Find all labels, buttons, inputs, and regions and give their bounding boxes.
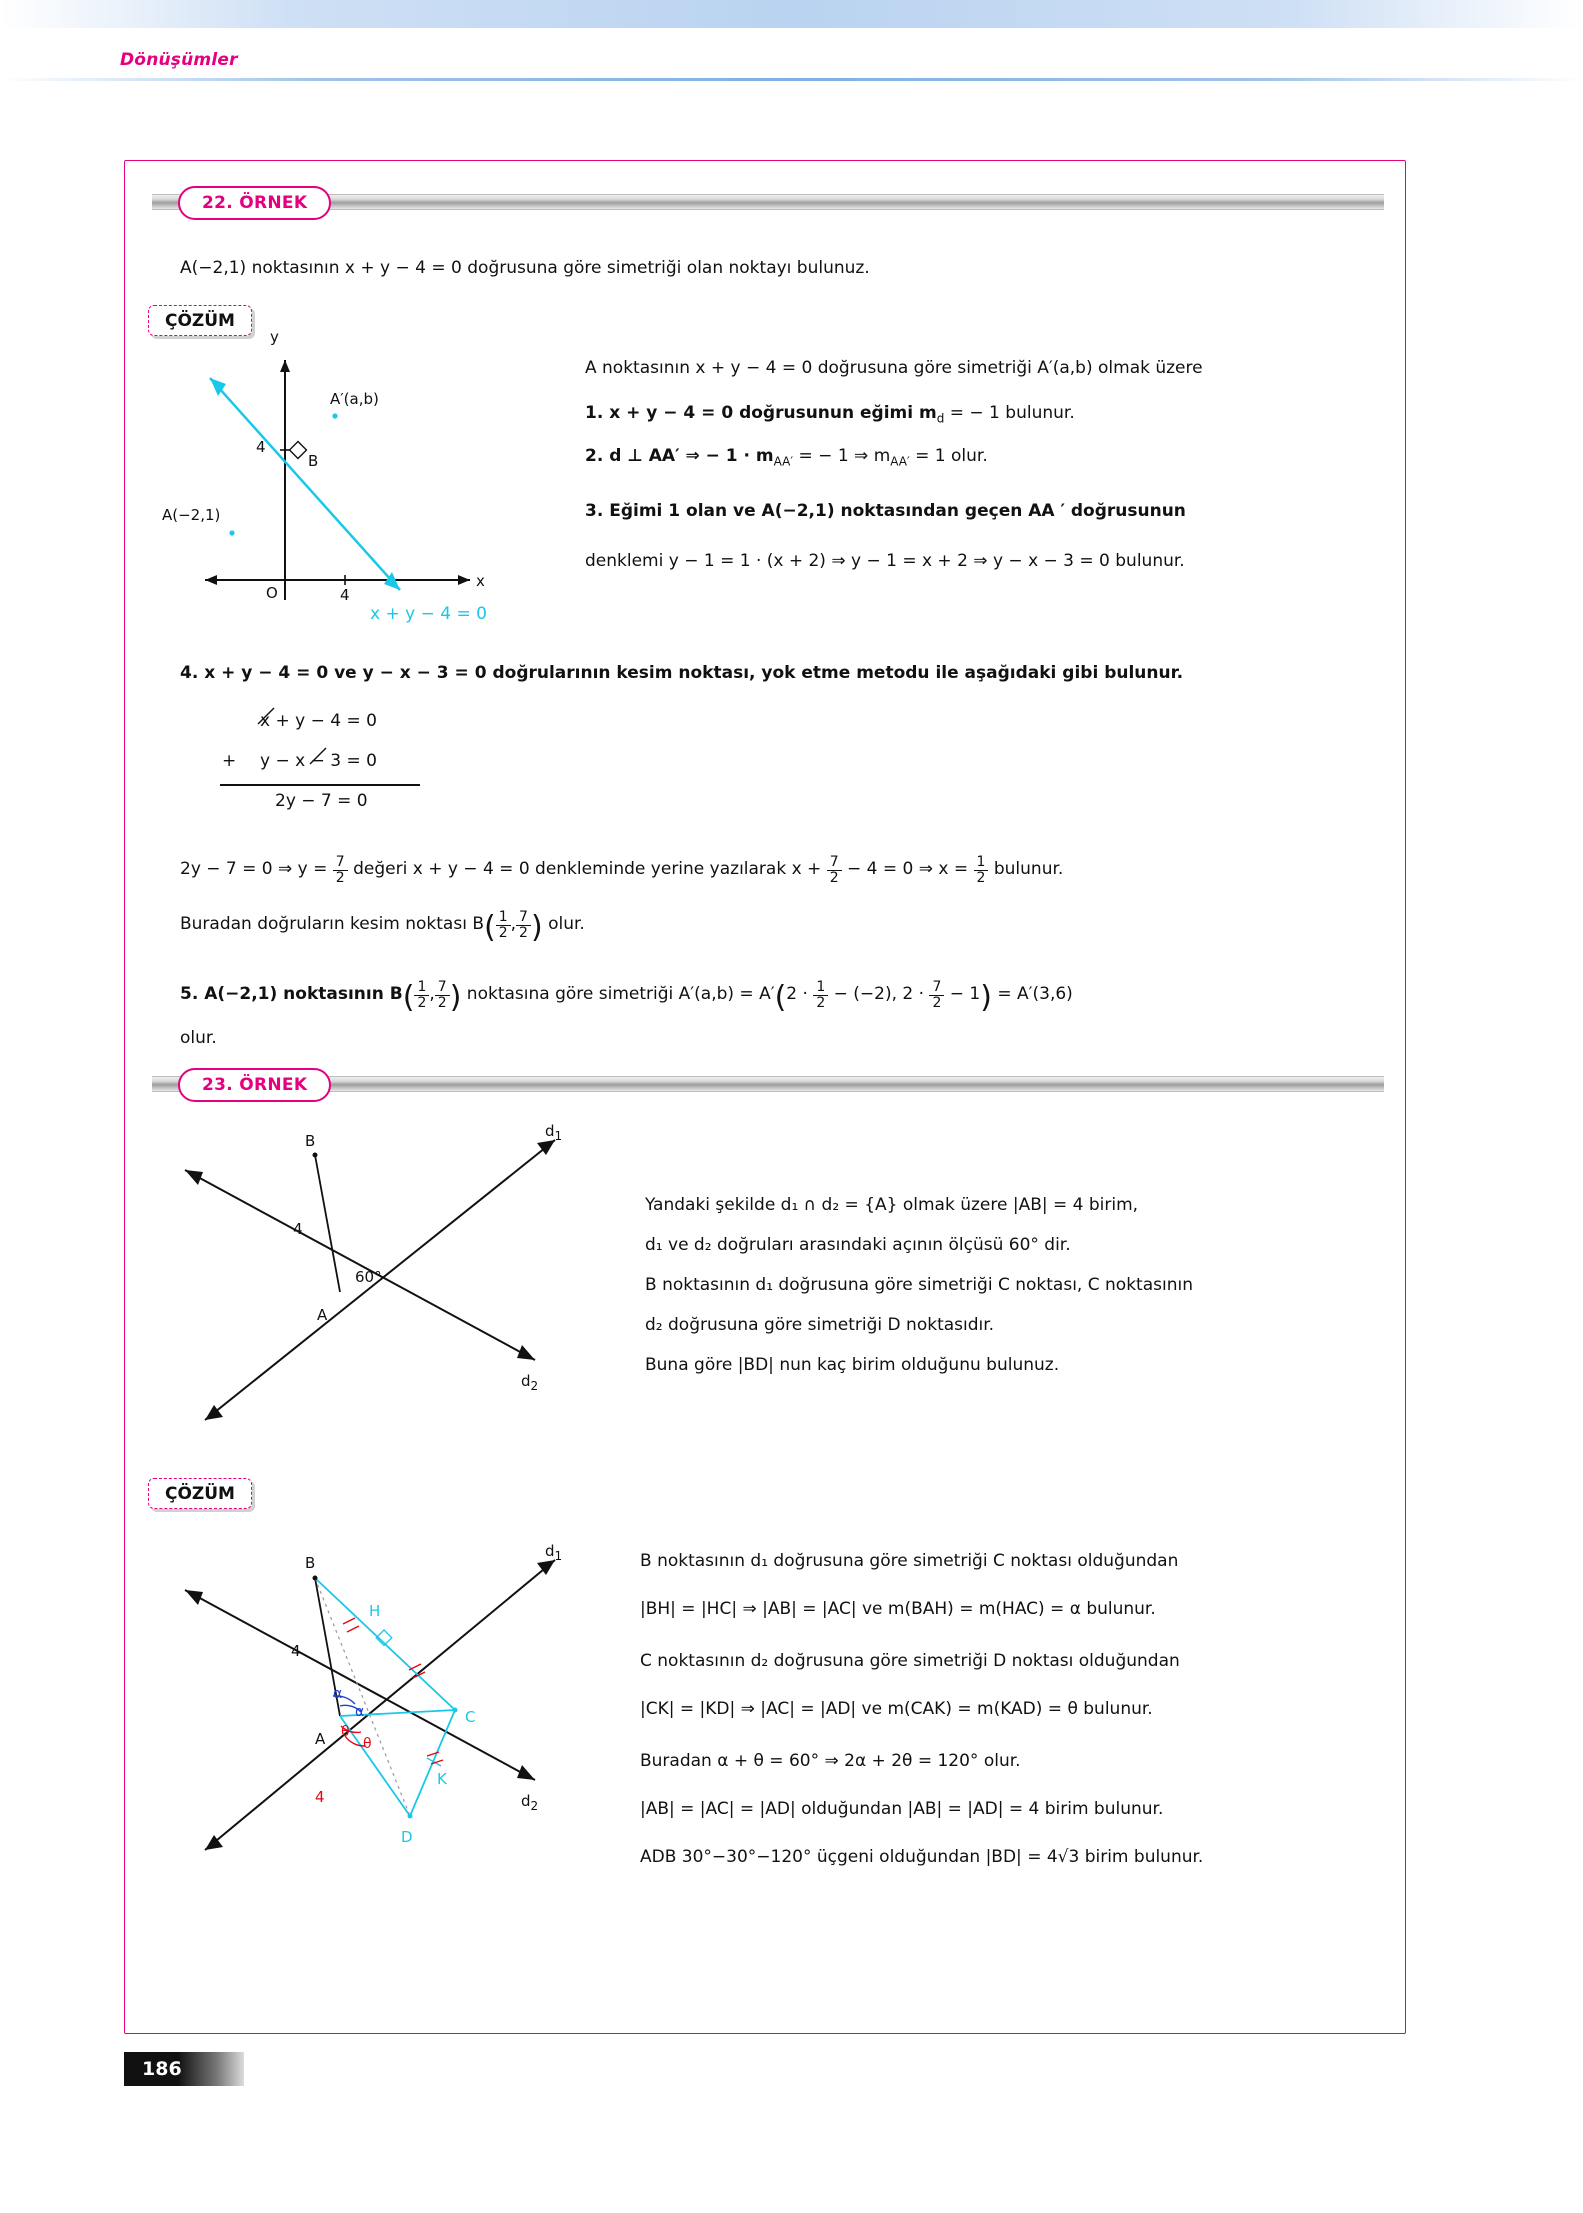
paren-open-2: ( <box>402 980 415 1015</box>
fraction-1-2-b <box>496 910 511 940</box>
frac-num: 7 <box>829 854 839 870</box>
frac-num: 7 <box>335 854 345 870</box>
s4b-end: bulunur. <box>988 859 1064 879</box>
angle-alpha-1: α <box>333 1686 343 1702</box>
d2-sub: 2 <box>530 1379 539 1393</box>
solution-step-5-olur: olur. <box>180 1028 217 1048</box>
frac-den: 2 <box>516 925 531 941</box>
elimination-block <box>222 708 490 828</box>
elim-line-1: x + y − 4 = 0 <box>260 711 377 731</box>
label-D-sol: D <box>401 1828 413 1846</box>
fraction-1-2-c <box>414 980 429 1010</box>
example-23-question-line-3: B noktasının d₁ doğrusuna göre simetriği C noktası, C noktasının <box>645 1275 1193 1295</box>
paren-close-3: ) <box>980 980 992 1015</box>
tick-label-x-4: 4 <box>340 586 350 604</box>
line-equation-label: x + y − 4 = 0 <box>370 604 487 624</box>
fraction-7-2-a <box>333 855 348 885</box>
s4c-comma: , <box>510 914 517 934</box>
length-4-top: 4 <box>291 1642 301 1660</box>
step-1-sub: d <box>936 411 945 426</box>
solution-intro: A noktasının x + y − 4 = 0 doğrusuna göre simetriği A′(a,b) olmak üzere <box>585 358 1203 378</box>
frac-num: 1 <box>976 854 986 870</box>
label-B: B <box>305 1132 316 1150</box>
step-2-rest: = 1 olur. <box>909 446 988 466</box>
angle-label-60: 60° <box>355 1268 382 1286</box>
fraction-7-2-c <box>516 910 531 940</box>
s4b-pre: 2y − 7 = 0 ⇒ y = <box>180 859 333 879</box>
paren-close-2: ) <box>449 980 462 1015</box>
label-A: A <box>317 1306 328 1324</box>
d2-text: d <box>521 1372 531 1390</box>
solution-step-4b <box>180 855 1370 885</box>
point-label-A: A(−2,1) <box>162 506 221 524</box>
frac-den: 2 <box>414 995 429 1011</box>
label-d2 <box>521 1372 538 1393</box>
step-1-text: 1. x + y − 4 = 0 doğrusunun eğimi m <box>585 403 937 423</box>
figure-solution-two-lines <box>165 1520 595 1890</box>
example-23-question-line-2: d₁ ve d₂ doğruları arasındaki açının ölçüsü 60° dir. <box>645 1235 1071 1255</box>
label-d2-sol <box>521 1792 538 1813</box>
d2-text-sol: d <box>521 1792 531 1810</box>
axis-label-y: y <box>270 328 279 346</box>
s5-comma: , <box>429 984 435 1004</box>
step-1-rest: = − 1 bulunur. <box>944 403 1075 423</box>
s5-m2: 2 · <box>786 984 814 1004</box>
fraction-1-2-a <box>974 855 989 885</box>
cozum-label-2: ÇÖZÜM <box>148 1478 252 1509</box>
figure-coordinate-plane <box>162 328 540 630</box>
cozum-label-1: ÇÖZÜM <box>148 305 252 336</box>
s4b-mid2: − 4 = 0 ⇒ x = <box>841 859 974 879</box>
frac-den: 2 <box>435 995 450 1011</box>
figure-two-lines <box>165 1110 595 1460</box>
step-2-sub2: AA′ <box>890 454 910 469</box>
s5-end: = A′(3,6) <box>991 984 1073 1004</box>
running-head: Dönüşümler <box>120 50 238 70</box>
label-d1 <box>545 1122 562 1143</box>
label-B-sol: B <box>305 1554 316 1572</box>
top-decorative-bar <box>0 0 1583 28</box>
solution-23-line-4: |CK| = |KD| ⇒ |AC| = |AD| ve m(CAK) = m(KAD) = θ bulunur. <box>640 1699 1153 1719</box>
frac-num: 1 <box>498 909 508 925</box>
solution-23-line-6: |AB| = |AC| = |AD| olduğundan |AB| = |AD| = 4 birim bulunur. <box>640 1799 1164 1819</box>
tick-label-y-4: 4 <box>256 438 266 456</box>
label-C-sol: C <box>465 1708 476 1726</box>
page-number: 186 <box>124 2052 244 2086</box>
solution-23-line-7: ADB 30°−30°−120° üçgeni olduğundan |BD| = 4√3 birim bulunur. <box>640 1847 1204 1867</box>
example-23-question-line-4: d₂ doğrusuna göre simetriği D noktasıdır. <box>645 1315 995 1335</box>
frac-den: 2 <box>929 995 944 1011</box>
fraction-7-2-b <box>827 855 842 885</box>
solution-step-4c <box>180 905 1370 952</box>
example-23-banner <box>152 1068 1384 1102</box>
banner-bar <box>152 194 1384 210</box>
solution-23-line-2: |BH| = |HC| ⇒ |AB| = |AC| ve m(BAH) = m(HAC) = α bulunur. <box>640 1599 1156 1619</box>
d1-text-sol: d <box>545 1542 555 1560</box>
label-A-sol: A <box>315 1730 326 1748</box>
origin-label: O <box>266 584 278 602</box>
step-2-sub: AA′ <box>773 454 794 469</box>
length-4-bottom: 4 <box>315 1788 325 1806</box>
frac-den: 2 <box>333 870 348 886</box>
frac-num: 7 <box>437 979 447 995</box>
angle-theta-2: θ <box>363 1736 372 1752</box>
fraction-7-2-e <box>929 980 944 1010</box>
label-d1-sol <box>545 1542 562 1563</box>
s5-m3: − (−2), 2 · <box>828 984 930 1004</box>
paren-close: ) <box>530 910 543 945</box>
example-22-banner <box>152 186 1384 220</box>
s5-pre: 5. A(−2,1) noktasının B <box>180 984 403 1004</box>
d1-text: d <box>545 1122 555 1140</box>
s5-m4: − 1 <box>944 984 981 1004</box>
solution-23-line-5: Buradan α + θ = 60° ⇒ 2α + 2θ = 120° olur. <box>640 1751 1021 1771</box>
solution-23-line-3: C noktasının d₂ doğrusuna göre simetriği D noktası olduğundan <box>640 1651 1180 1671</box>
elim-result: 2y − 7 = 0 <box>275 791 368 811</box>
solution-step-2 <box>585 443 1385 471</box>
frac-den: 2 <box>974 870 989 886</box>
example-22-question: A(−2,1) noktasının x + y − 4 = 0 doğrusuna göre simetriği olan noktayı bulunuz. <box>180 258 870 278</box>
solution-23-line-1: B noktasının d₁ doğrusuna göre simetriği C noktası olduğundan <box>640 1551 1179 1571</box>
solution-step-5 <box>180 975 1380 1022</box>
frac-den: 2 <box>827 870 842 886</box>
frac-den: 2 <box>496 925 511 941</box>
header-rule <box>0 78 1583 81</box>
point-label-A-prime: A′(a,b) <box>330 390 379 408</box>
elim-line-2: y − x − 3 = 0 <box>260 751 377 771</box>
fraction-7-2-d <box>435 980 450 1010</box>
s4c-end: olur. <box>542 914 585 934</box>
solution-step-1 <box>585 400 1385 428</box>
label-H-sol: H <box>369 1602 381 1620</box>
step-2-mid: = − 1 ⇒ m <box>793 446 891 466</box>
d2-sub-sol: 2 <box>530 1799 539 1813</box>
angle-theta-1: θ <box>341 1724 350 1740</box>
step-2-text: 2. d ⊥ AA′ ⇒ − 1 · m <box>585 446 774 466</box>
frac-num: 1 <box>417 979 427 995</box>
paren-open: ( <box>484 910 496 945</box>
frac-num: 7 <box>932 979 942 995</box>
banner-bar-2 <box>152 1076 1384 1092</box>
solution-step-3b: denklemi y − 1 = 1 · (x + 2) ⇒ y − 1 = x + 2 ⇒ y − x − 3 = 0 bulunur. <box>585 551 1185 571</box>
point-label-B: B <box>308 452 319 470</box>
example-23-question-line-5: Buna göre |BD| nun kaç birim olduğunu bulunuz. <box>645 1355 1060 1375</box>
length-label-4: 4 <box>293 1220 303 1238</box>
s5-mid: noktasına göre simetriği A′(a,b) = A′ <box>461 984 775 1004</box>
example-23-question-line-1: Yandaki şekilde d₁ ∩ d₂ = {A} olmak üzere |AB| = 4 birim, <box>645 1195 1139 1215</box>
fraction-1-2-d <box>813 980 828 1010</box>
s4c-pre: Buradan doğruların kesim noktası B <box>180 914 484 934</box>
example-22-label: 22. ÖRNEK <box>178 186 331 220</box>
frac-num: 1 <box>816 979 826 995</box>
solution-step-4: 4. x + y − 4 = 0 ve y − x − 3 = 0 doğrularının kesim noktası, yok etme metodu ile aşağıdaki gibi bulunur. <box>180 663 1184 683</box>
frac-num: 7 <box>519 909 528 925</box>
s4b-mid: değeri x + y − 4 = 0 denkleminde yerine yazılarak x + <box>347 859 827 879</box>
axis-label-x: x <box>476 572 485 590</box>
solution-step-3: 3. Eğimi 1 olan ve A(−2,1) noktasından geçen AA ′ doğrusunun <box>585 501 1186 521</box>
label-K-sol: K <box>437 1770 447 1788</box>
angle-alpha-2: α <box>355 1704 365 1720</box>
d1-sub: 1 <box>554 1129 563 1143</box>
elim-plus: + <box>222 751 237 771</box>
paren-open-3: ( <box>774 980 787 1015</box>
example-23-label: 23. ÖRNEK <box>178 1068 331 1102</box>
frac-den: 2 <box>813 995 828 1011</box>
d1-sub-sol: 1 <box>554 1549 563 1563</box>
